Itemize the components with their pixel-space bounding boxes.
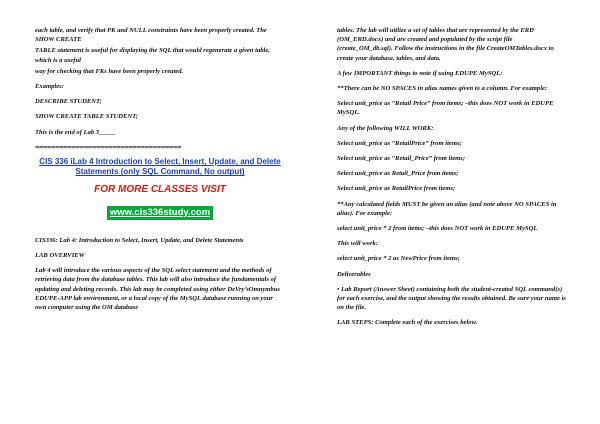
- paragraph: A few IMPORTANT things to note if using EDUPE MySQL:: [337, 69, 503, 77]
- paragraph: • Lab Report (Answer Sheet) containing both the student-created SQL command(s) for each exercise, and the output showing the results obtained. Be sure your name is on the file.: [337, 285, 566, 312]
- paragraph: CIS336: Lab 4: Introduction to Select, Insert, Update, and Delete Statements: [35, 236, 244, 244]
- paragraph: Select unit_price as “Retail Price” from items; –this does NOT work in EDUPE MySQL.: [337, 100, 554, 117]
- paragraph: Select unit_price as “RetailPrice” from items;: [337, 139, 462, 147]
- paragraph: Select unit_price as RetailPrice from items;: [337, 185, 456, 193]
- paragraph: Select unit_price as “Retail_Price” from items;: [337, 155, 466, 163]
- paragraph: Examples:: [35, 83, 64, 91]
- site-link-wrap: [35, 202, 285, 220]
- paragraph: tables. The lab will utilize a set of tables that are represented by the ERD (OM_ERD.docx) and are created and populated by the script file (create_OM_db.sql). Follow the instructions in the file CreateOMTables.docx to create your database, tables, and data.: [337, 27, 554, 62]
- paragraph: each table, and verify that PK and NULL constraints have been properly created. The SHOW CREATE: [35, 27, 267, 44]
- paragraph: Select unit_price as Retail_Price from items;: [337, 170, 459, 178]
- paragraph: select unit_price * 2 as NewPrice from items;: [337, 255, 460, 263]
- paragraph: This will work:: [337, 240, 379, 248]
- paragraph: LAB STEPS: Complete each of the exercises below.: [337, 319, 478, 327]
- paragraph: **Any calculated fields MUST be given an alias (and note above NO SPACES in alias). For example:: [337, 200, 557, 217]
- lab-title-link[interactable]: CIS 336 iLab 4 Introduction to Select, Insert, Update, and Delete Statements (only SQL Command, No output): [39, 156, 281, 177]
- promo-text: FOR MORE CLASSES VISIT: [94, 183, 226, 195]
- paragraph: Deliverables: [337, 270, 371, 278]
- site-link[interactable]: www.cis336study.com: [107, 206, 213, 220]
- paragraph: way for checking that FKs have been properly created.: [35, 67, 184, 75]
- left-column: [35, 26, 285, 318]
- section-divider: ====================================: [35, 142, 182, 152]
- paragraph: This is the end of Lab 3_____: [35, 128, 116, 136]
- paragraph: SHOW CREATE TABLE STUDENT;: [35, 113, 138, 121]
- paragraph: select unit_price * 2 from items; –this does NOT work in EDUPE MySQL: [337, 225, 538, 233]
- paragraph: TABLE statement is useful for displaying the SQL that would regenerate a given table, which is a useful: [35, 47, 270, 64]
- paragraph: **There can be NO SPACES in alias names given to a column. For example:: [337, 85, 548, 93]
- paragraph: DESCRIBE STUDENT;: [35, 98, 102, 106]
- right-column: [337, 26, 567, 334]
- paragraph: Any of the following WILL WORK:: [337, 124, 434, 132]
- paragraph: Lab 4 will introduce the various aspects of the SQL select statement and the methods of retrieving data from the database tables. This lab will also introduce the fundamentals of updating and deleting records. This lab may be completed using either DeVry’sOmnymbus EDUPE-APP lab environment, or a local copy of the MySQL database running on your own computer using the OM database: [35, 267, 280, 312]
- paragraph: LAB OVERVIEW: [35, 252, 85, 260]
